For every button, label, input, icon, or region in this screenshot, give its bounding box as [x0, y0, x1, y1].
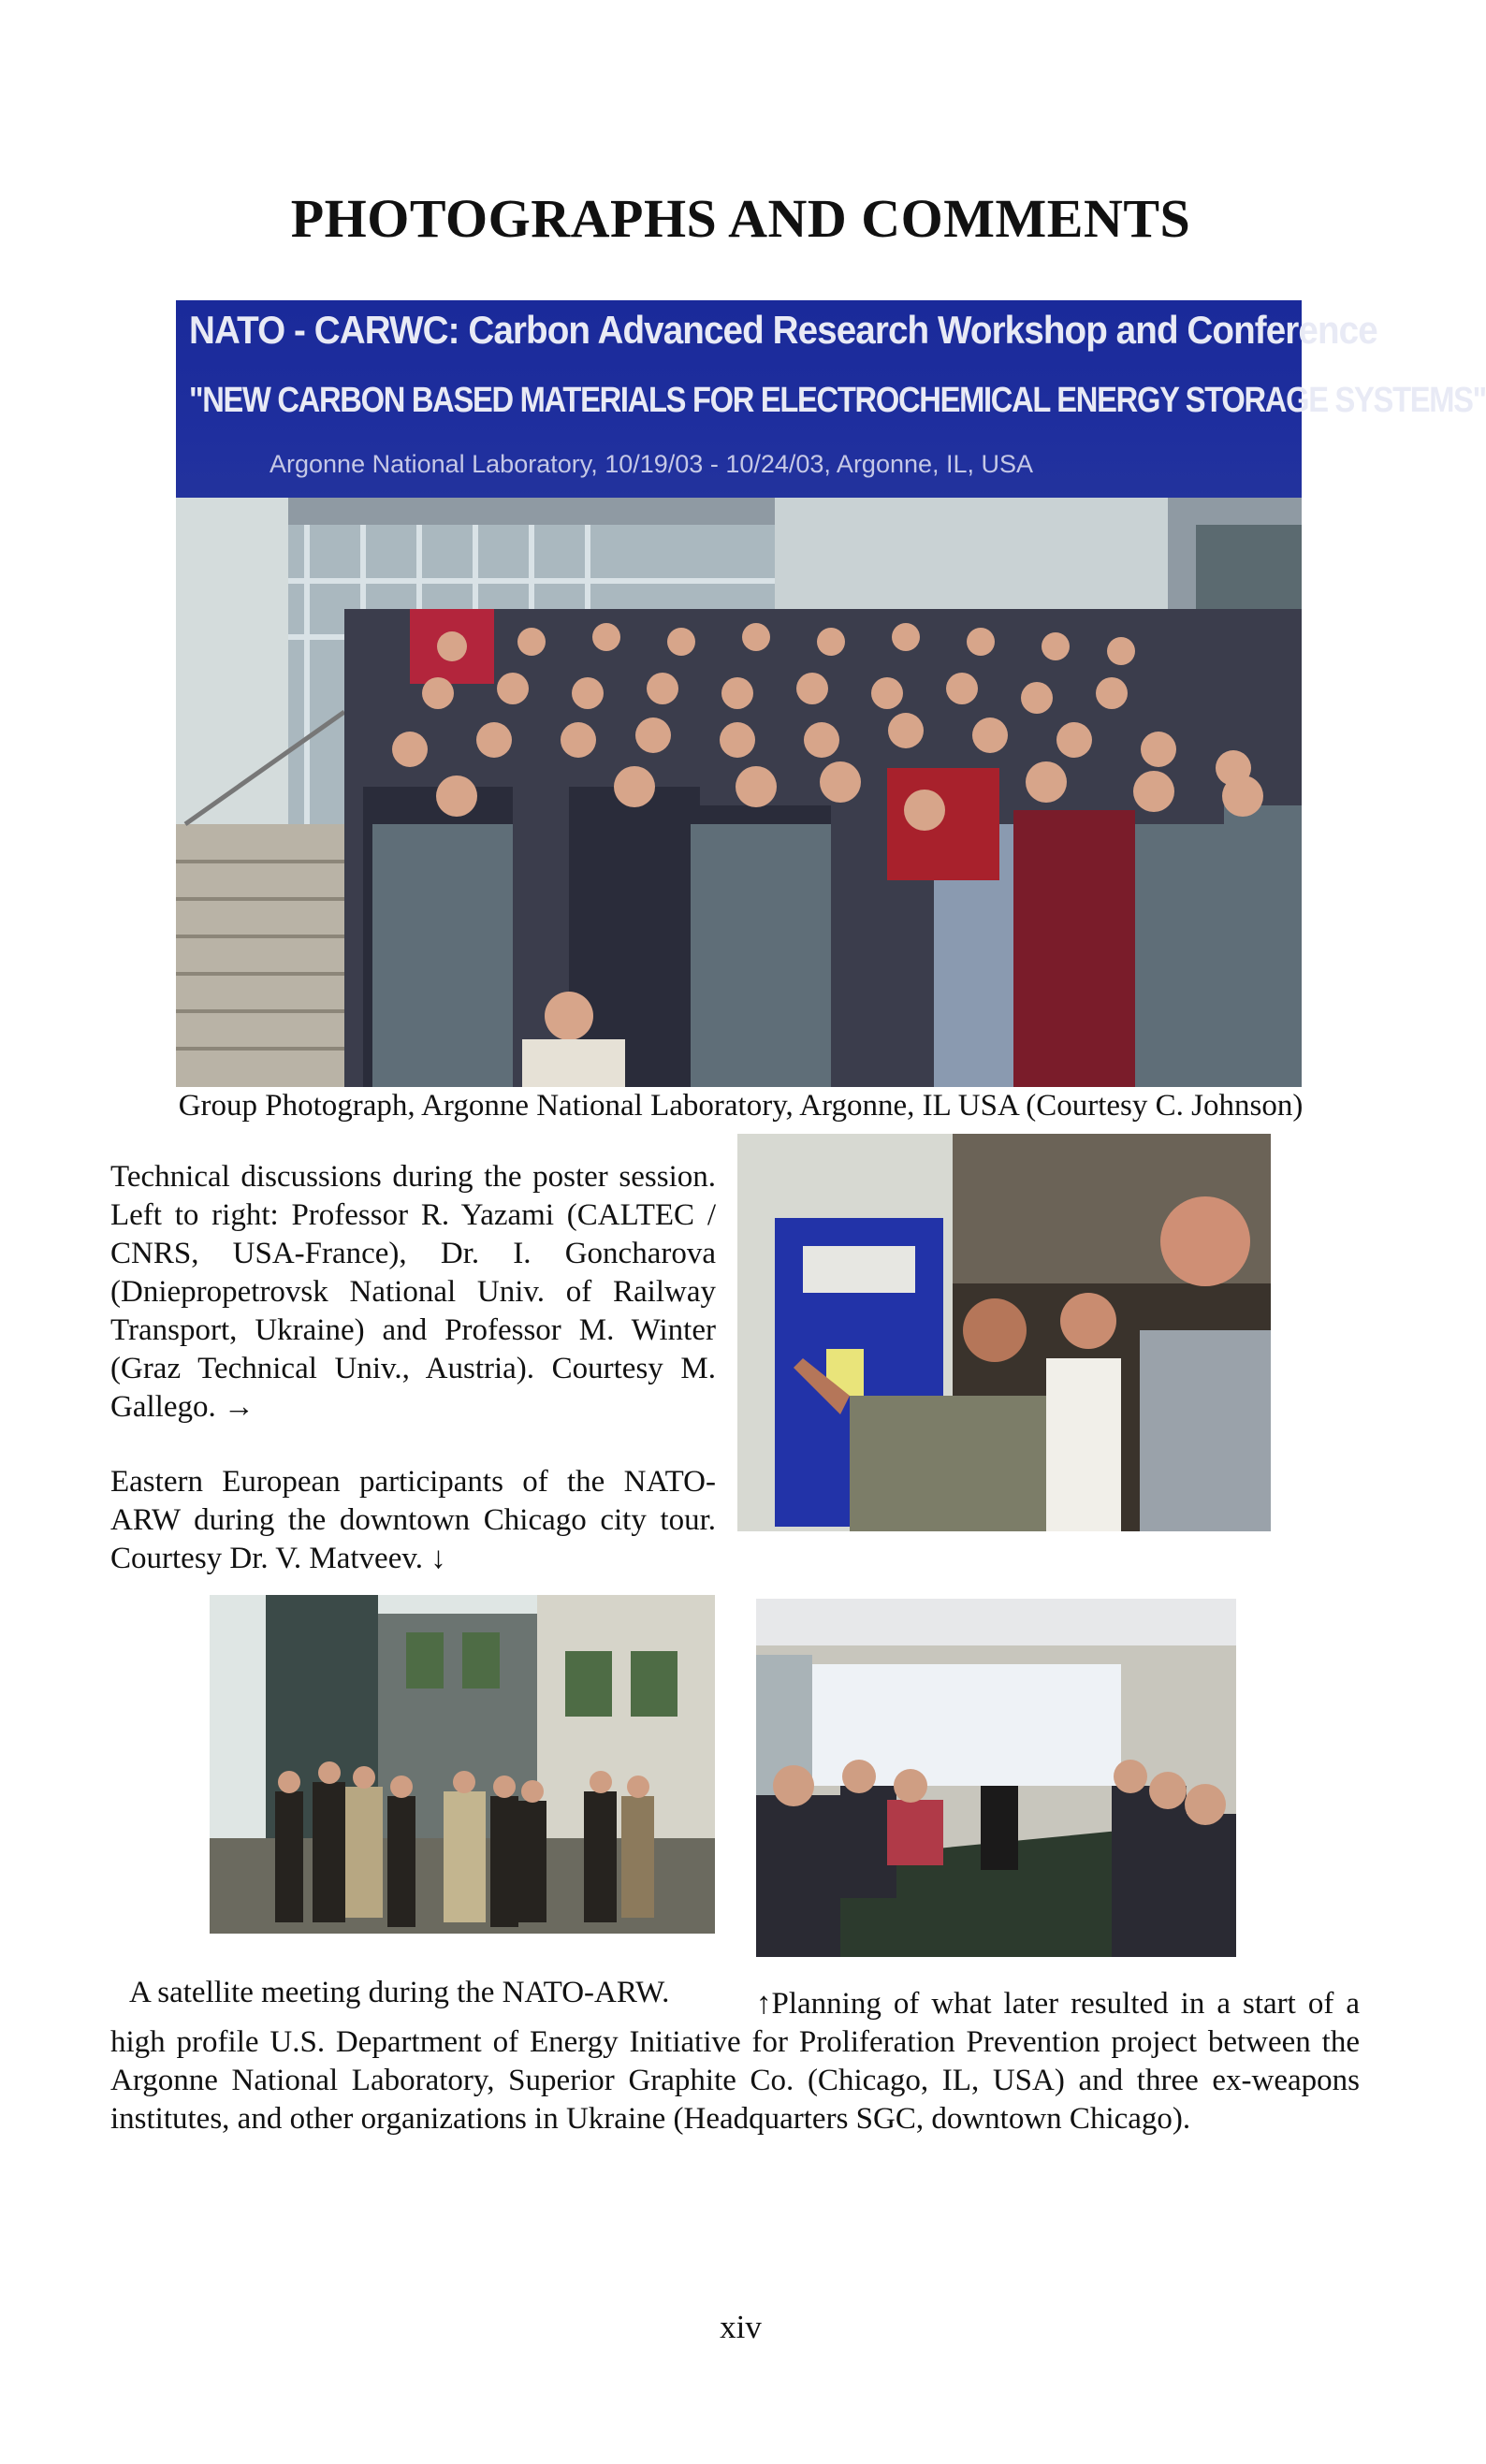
- poster-session-caption: Technical discussions during the poster session. Left to right: Professor R. Yazami (CALTEC / CNRS, USA-France), Dr. I. Goncharova (Dniepropetrovsk National Univ. of Railway Transport, Ukraine) and Professor M. Winter (Graz Technical Univ., Austria). Courtesy M. Gallego. →: [110, 1160, 716, 1424]
- planning-caption: high profile U.S. Department of Energy Initiative for Proliferation Prevention project between the Argonne National Laboratory, Superior Graphite Co. (Chicago, IL, USA) and three ex-weapons institutes, and other organizations in Ukraine (Headquarters SGC, downtown Chicago).: [110, 2025, 1360, 2136]
- poster-session-photo: [737, 1134, 1271, 1531]
- banner-venue: Argonne National Laboratory, 10/19/03 - 10/24/03, Argonne, IL, USA: [270, 450, 1034, 478]
- planning-meeting-photo: [756, 1599, 1236, 1957]
- page-title: PHOTOGRAPHS AND COMMENTS: [290, 188, 1191, 249]
- satellite-meeting-caption: A satellite meeting during the NATO-ARW.: [129, 1976, 670, 2009]
- page-number: xiv: [720, 2309, 762, 2345]
- city-tour-caption: Eastern European participants of the NATO-ARW during the downtown Chicago city tour. Courtesy Dr. V. Matveev. ↓: [110, 1465, 716, 1575]
- conference-banner: [176, 300, 1486, 498]
- city-tour-photo: [210, 1595, 715, 1934]
- up-arrow-icon: ↑: [756, 1987, 772, 2021]
- group-photo-caption: Group Photograph, Argonne National Laboratory, Argonne, IL USA (Courtesy C. Johnson): [178, 1089, 1304, 1123]
- banner-subtitle: "NEW CARBON BASED MATERIALS FOR ELECTROCHEMICAL ENERGY STORAGE SYSTEMS": [189, 381, 1486, 420]
- banner-title: NATO - CARWC: Carbon Advanced Research Workshop and Conference: [189, 308, 1377, 352]
- group-photograph: [176, 300, 1486, 1087]
- planning-caption-first-line: [756, 1985, 1360, 2023]
- planning-caption-lead: Planning of what later resulted in a start of a: [771, 1987, 1360, 2021]
